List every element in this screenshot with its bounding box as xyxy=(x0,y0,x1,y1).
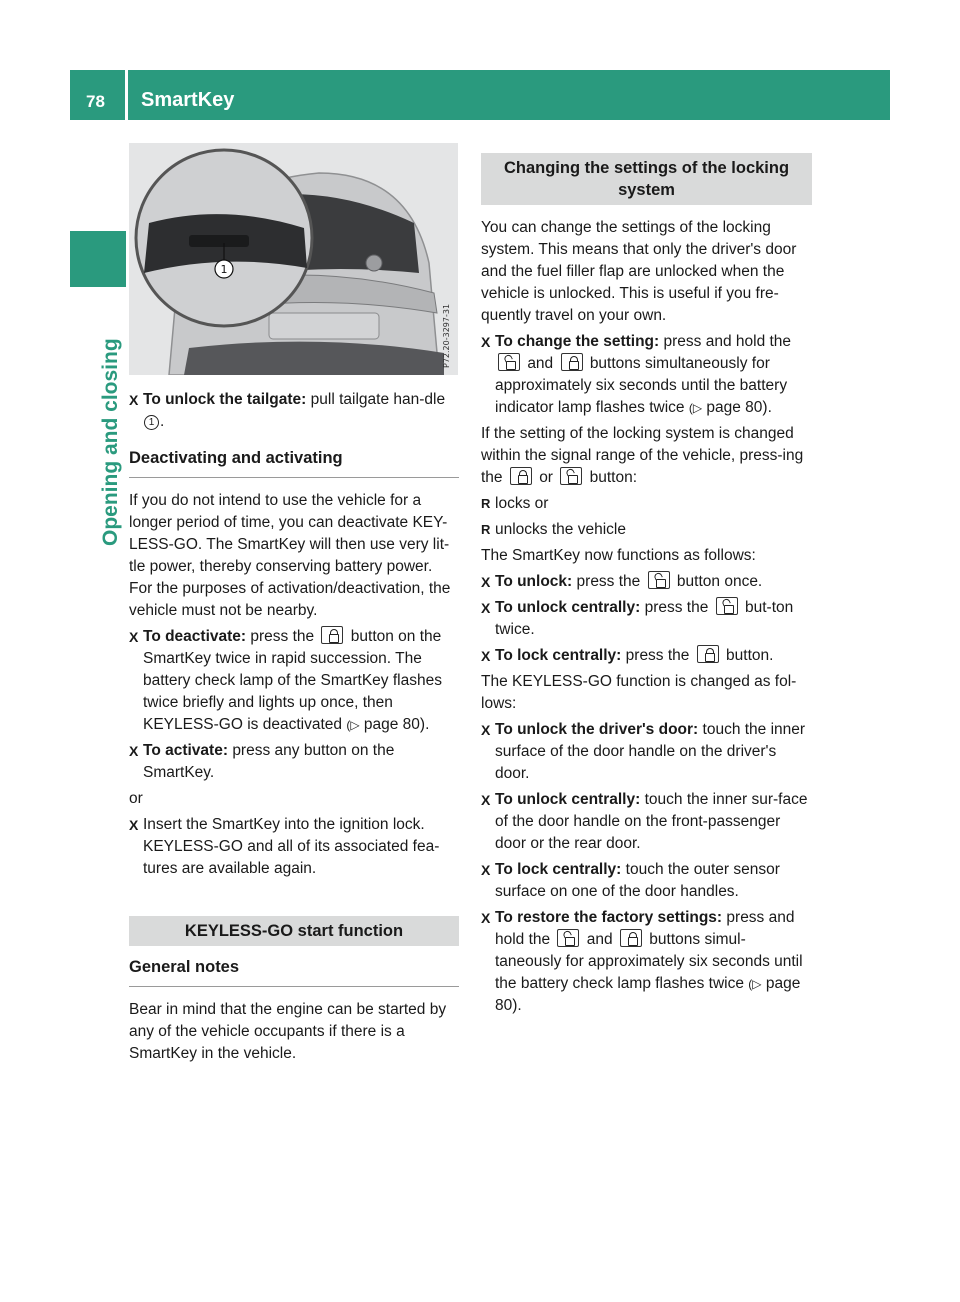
figure-code: P72.20-3297-31 xyxy=(442,303,451,368)
unlock-step xyxy=(481,571,812,593)
page-reference[interactable]: page 80). xyxy=(363,716,430,733)
step-marker-icon: X xyxy=(129,392,139,408)
step-label: To unlock centrally: xyxy=(495,791,641,808)
page-reference[interactable]: page 80). xyxy=(495,975,801,1014)
list-item xyxy=(481,493,812,515)
bullet-marker-icon: R xyxy=(481,496,491,511)
unlock-key-icon xyxy=(498,353,520,371)
step-text: and xyxy=(586,931,613,948)
activate-step xyxy=(129,740,459,784)
callout-icon: 1 xyxy=(144,415,159,430)
step-text: press the xyxy=(576,573,641,590)
paragraph-text: If the setting of the locking system is changed within the signal range of the vehicle, press-ing the xyxy=(481,425,804,486)
restore-factory-step xyxy=(481,907,812,1017)
step-marker-icon: X xyxy=(481,600,491,616)
unlock-centrally-keyless-step xyxy=(481,789,812,855)
unlock-centrally-step xyxy=(481,597,812,641)
step-marker-icon: X xyxy=(481,862,491,878)
lock-key-icon xyxy=(697,645,719,663)
step-marker-icon: X xyxy=(481,574,491,590)
lock-centrally-keyless-step xyxy=(481,859,812,903)
bullet-marker-icon: R xyxy=(481,522,491,537)
tailgate-figure xyxy=(129,143,458,375)
or-text: or xyxy=(129,790,143,807)
page-reference[interactable]: page 80). xyxy=(706,399,772,416)
tailgate-step: X To unlock the tailgate: pull tailgate han-dle 1 . xyxy=(129,391,446,430)
step-text: buttons simul-taneously for approximately six seconds until the battery check lamp flashes twice xyxy=(495,931,803,992)
chapter-label: Opening and closing xyxy=(99,338,122,546)
change-setting-step xyxy=(481,331,812,419)
deactivating-heading: Deactivating and activating xyxy=(129,447,459,478)
bullet-text: locks or xyxy=(495,495,549,512)
page-ref-arrow-icon: (▷ xyxy=(748,977,762,991)
lock-centrally-step xyxy=(481,645,812,667)
step-text: button. xyxy=(726,647,774,664)
deactivating-paragraph: If you do not intend to use the vehicle for a longer period of time, you can deactivate KEY-LESS-GO. The SmartKey will then use very lit-tle power, thereby conserving battery power. For the purposes of activation/deactivation, the vehicle must not be nearby. xyxy=(129,492,451,619)
step-label: To activate: xyxy=(143,742,228,759)
step-label: To restore the factory settings: xyxy=(495,909,723,926)
deactivate-step xyxy=(129,626,459,736)
step-text: pull tailgate han-dle xyxy=(310,391,446,408)
step-text: press the xyxy=(644,599,709,616)
unlock-driver-door-step xyxy=(481,719,812,785)
general-notes-paragraph: Bear in mind that the engine can be started by any of the vehicle occupants if there is a SmartKey in the vehicle. xyxy=(129,1001,447,1062)
step-marker-icon: X xyxy=(481,334,491,350)
unlock-key-icon xyxy=(716,597,738,615)
bullet-text: unlocks the vehicle xyxy=(495,521,626,538)
step-text: press and hold the xyxy=(495,909,795,948)
step-label: To lock centrally: xyxy=(495,861,622,878)
step-text: press the xyxy=(625,647,690,664)
step-text: Insert the SmartKey into the ignition lock. KEYLESS-GO and all of its associated fea-tures are available again. xyxy=(143,816,440,877)
paragraph-text: or xyxy=(539,469,553,486)
insert-step xyxy=(129,814,459,880)
step-text: button on the SmartKey twice in rapid succession. The battery check lamp of the SmartKey flashes twice briefly and lights up once, then KEYLESS-GO is deactivated xyxy=(143,628,442,733)
lock-key-icon xyxy=(620,929,642,947)
step-text: touch the inner sur-face of the door handle on the front-passenger door or the rear door. xyxy=(495,791,808,852)
header-divider xyxy=(125,70,128,120)
side-tab-marker xyxy=(70,231,126,287)
step-marker-icon: X xyxy=(129,743,139,759)
step-text: but-ton twice. xyxy=(495,599,794,638)
step-text: buttons simultaneously for approximately six seconds until the battery indicator lamp flashes twice xyxy=(495,355,788,416)
locking-settings-heading: Changing the settings of the locking system xyxy=(481,153,812,205)
step-text: press and hold the xyxy=(663,333,792,350)
step-text: press any button on the SmartKey. xyxy=(143,742,395,781)
unlock-key-icon xyxy=(557,929,579,947)
page-ref-arrow-icon: (▷ xyxy=(346,718,360,732)
lock-key-icon xyxy=(561,353,583,371)
step-label: To change the setting: xyxy=(495,333,660,350)
lock-key-icon xyxy=(321,626,343,644)
step-label: To unlock centrally: xyxy=(495,599,641,616)
locking-intro-paragraph: You can change the settings of the locking system. This means that only the driver's door and the fuel filler flap are unlocked when the vehicle is unlocked. This is useful if you fre-quently travel on your own. xyxy=(481,219,797,324)
keyless-change-paragraph: The KEYLESS-GO function is changed as fol-lows: xyxy=(481,673,797,712)
changed-setting-paragraph xyxy=(481,423,812,489)
step-label: To deactivate: xyxy=(143,628,247,645)
step-label: To lock centrally: xyxy=(495,647,622,664)
step-label: To unlock the driver's door: xyxy=(495,721,699,738)
paragraph-text: button: xyxy=(589,469,638,486)
figure-callout: 1 xyxy=(220,263,228,276)
step-marker-icon: X xyxy=(481,792,491,808)
unlock-key-icon xyxy=(648,571,670,589)
page-ref-arrow-icon: (▷ xyxy=(688,401,703,415)
step-label: To unlock the tailgate: xyxy=(143,391,307,408)
step-text: touch the inner surface of the door handle on the driver's door. xyxy=(495,721,806,782)
left-column xyxy=(129,143,459,1065)
step-marker-icon: X xyxy=(481,722,491,738)
functions-paragraph: The SmartKey now functions as follows: xyxy=(481,547,756,564)
unlock-key-icon xyxy=(560,467,582,485)
general-notes-heading: General notes xyxy=(129,956,459,987)
page-number: 78 xyxy=(86,92,105,111)
right-column xyxy=(481,153,812,1017)
step-text: and xyxy=(527,355,554,372)
step-marker-icon: X xyxy=(129,817,139,833)
tailgate-illustration xyxy=(129,143,458,375)
step-marker-icon: X xyxy=(129,629,139,645)
step-text: touch the outer sensor surface on one of the door handles. xyxy=(495,861,780,900)
list-item xyxy=(481,519,812,541)
page-title: SmartKey xyxy=(141,89,235,111)
step-marker-icon: X xyxy=(481,910,491,926)
lock-key-icon xyxy=(510,467,532,485)
step-marker-icon: X xyxy=(481,648,491,664)
step-text: press the xyxy=(250,628,315,645)
step-label: To unlock: xyxy=(495,573,573,590)
start-function-heading: KEYLESS-GO start function xyxy=(129,916,459,946)
step-text: button once. xyxy=(676,573,763,590)
